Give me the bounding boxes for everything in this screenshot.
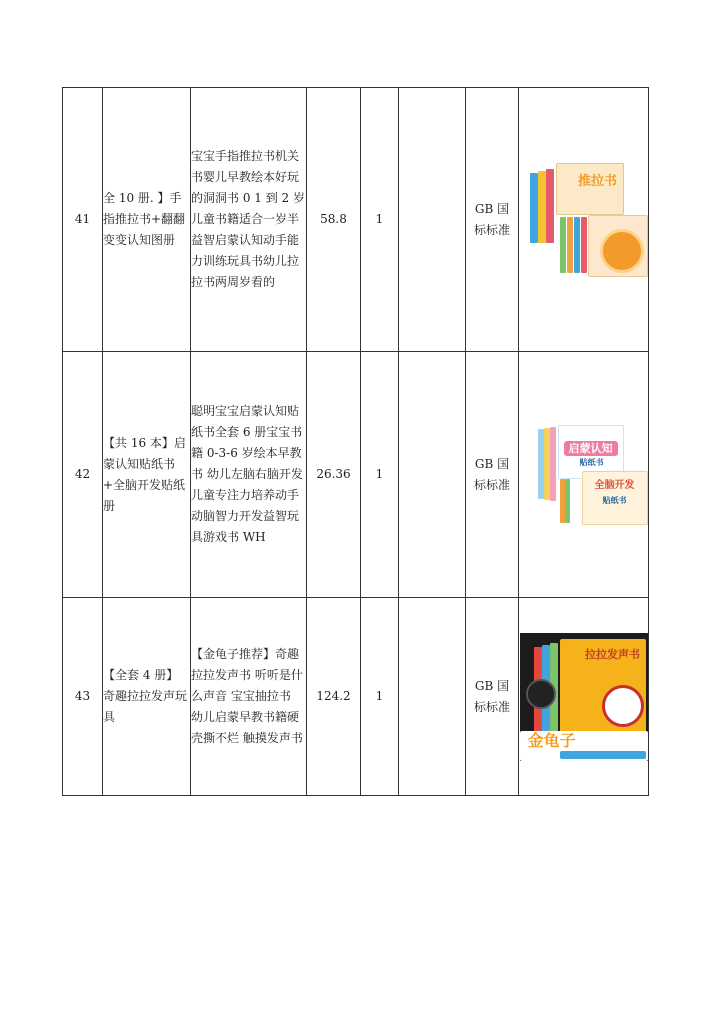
blank-cell: [399, 598, 466, 796]
product-name: 【全套 4 册】奇趣拉拉发声玩具: [103, 598, 191, 796]
row-number: 42: [63, 352, 103, 598]
product-standard: GB 国标标准: [473, 456, 510, 492]
blank-cell: [399, 88, 466, 352]
cover2-subtitle: 贴纸书: [602, 495, 627, 505]
cover-banner: 金龟子: [527, 730, 576, 750]
cover-title: 拉拉发声书: [585, 647, 640, 661]
product-description: 宝宝手指推拉书机关书婴儿早教绘本好玩的洞洞书 0 1 到 2 岁儿童书籍适合一岁半益智启蒙认知动手能力训练玩具书幼儿拉拉书两周岁看的: [191, 88, 307, 352]
cover-title: 启蒙认知: [564, 441, 618, 456]
product-table: [62, 87, 649, 796]
table-row: [63, 352, 649, 598]
product-standard: GB 国标标准: [473, 678, 510, 714]
product-price: 26.36: [307, 352, 361, 598]
product-image-cell: [519, 598, 649, 796]
product-name: 全 10 册. 】手指推拉书+翻翻变变认知图册: [103, 88, 191, 352]
product-price: 58.8: [307, 88, 361, 352]
product-image-cell: [519, 352, 649, 598]
cover2-title: 全脑开发: [594, 479, 635, 491]
product-price: 124.2: [307, 598, 361, 796]
cover-subtitle: 贴纸书: [579, 457, 604, 467]
product-description: 【金龟子推荐】奇趣拉拉发声书 听听是什么声音 宝宝抽拉书 幼儿启蒙早教书籍硬壳撕不烂 触摸发声书: [191, 598, 307, 796]
product-description: 聪明宝宝启蒙认知贴纸书全套 6 册宝宝书籍 0-3-6 岁绘本早教书 幼儿左脑右脑开发儿童专注力培养动手动脑智力开发益智玩具游戏书 WH: [191, 352, 307, 598]
table-row: [63, 88, 649, 352]
book-set-image: [520, 155, 648, 285]
table-row: [63, 598, 649, 796]
blank-cell: [399, 352, 466, 598]
product-name: 【共 16 本】启蒙认知贴纸书+全脑开发贴纸册: [103, 352, 191, 598]
product-quantity: 1: [361, 598, 399, 796]
standard-cell: [466, 598, 519, 796]
standard-cell: [466, 88, 519, 352]
sound-book-image: [520, 633, 648, 761]
standard-cell: [466, 352, 519, 598]
product-quantity: 1: [361, 88, 399, 352]
sticker-book-image: [520, 423, 648, 527]
product-standard: GB 国标标准: [473, 201, 510, 237]
product-image-cell: [519, 88, 649, 352]
row-number: 43: [63, 598, 103, 796]
row-number: 41: [63, 88, 103, 352]
product-quantity: 1: [361, 352, 399, 598]
cover-title: 推拉书: [577, 173, 617, 189]
